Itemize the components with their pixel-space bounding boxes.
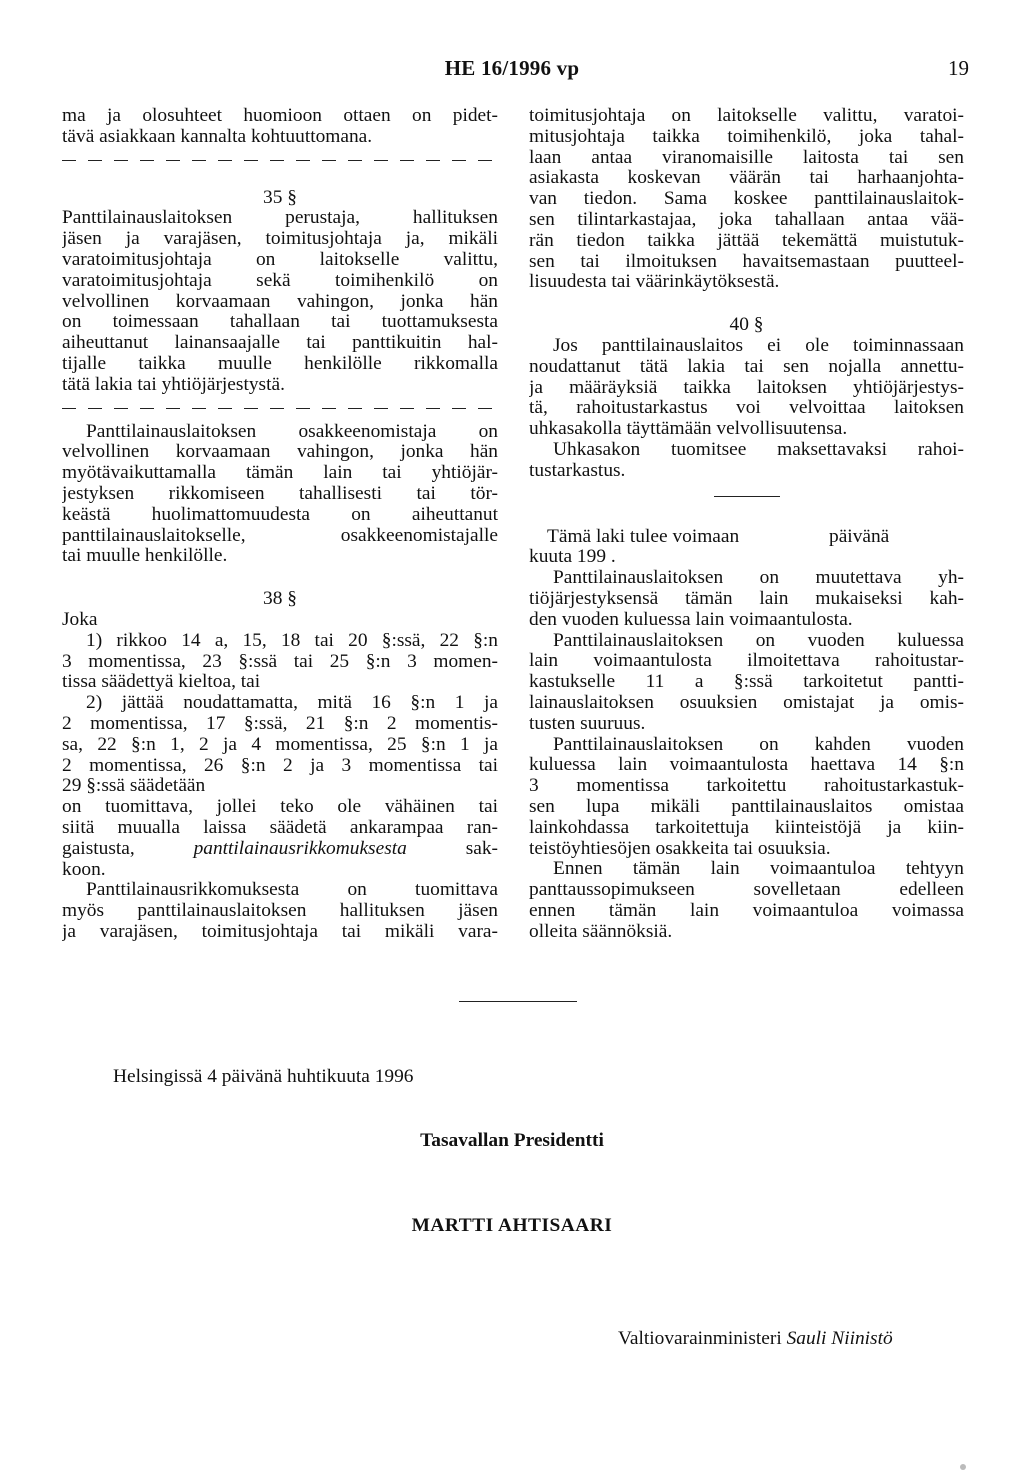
text-line: 3 momentissa, 23 §:ssä tai 25 §:n 3 momen-: [62, 651, 498, 672]
text-line: tustarkastus.: [529, 460, 626, 481]
text-line: varatoimitusjohtaja sekä toimihenkilö on: [62, 270, 498, 291]
text-line: ja määräyksiä taikka laitoksen yhtiöjärjestys-: [529, 377, 964, 398]
text-line: 2 momentissa, 26 §:n 2 ja 3 momentissa tai: [62, 755, 498, 776]
page-number: 19: [948, 56, 969, 80]
entry-into-force-line: [529, 527, 964, 548]
text-line: Panttilainauslaitoksen on muutettava yh-: [553, 568, 964, 589]
italic-term: panttilainausrikkomuksesta: [193, 838, 407, 859]
footer-divider-rule: [459, 1001, 577, 1002]
text-line: den vuoden kuluessa lain voimaantulosta.: [529, 609, 853, 630]
minister-signature: [618, 1328, 893, 1350]
text-line: lain voimaantulosta ilmoitettava rahoitustar-: [529, 651, 964, 672]
text-line: Panttilainauslaitoksen osakkeenomistaja on: [86, 421, 498, 442]
text-line: tävä asiakkaan kannalta kohtuuttomana.: [62, 126, 373, 147]
text-line: panttilainauslaitokselle, osakkeenomistajalle: [62, 525, 498, 546]
text-line: noudattanut tätä lakia tai sen nojalla annettu-: [529, 356, 964, 377]
text-fragment: Tämä laki tulee voimaan: [547, 526, 740, 547]
text-line: aiheuttanut lainansaajalle tai panttikuitin hal-: [62, 333, 498, 354]
president-name: MARTTI AHTISAARI: [411, 1215, 613, 1236]
text-line: toimitusjohtaja on laitokselle valittu, varatoi-: [529, 106, 964, 126]
place-and-date: Helsingissä 4 päivänä huhtikuuta 1996: [113, 1066, 414, 1087]
text-fragment: gaistusta,: [62, 838, 194, 859]
minister-title: Valtiovarainministeri: [618, 1328, 782, 1349]
text-line: ja varajäsen, toimitusjohtaja tai mikäli vara-: [62, 921, 498, 942]
text-line: tä, rahoitustarkastus voi velvoittaa laitoksen: [529, 398, 964, 419]
text-line: on toimessaan tahallaan tai tuottamuksesta: [62, 312, 498, 333]
document-header-title: HE 16/1996 vp: [444, 56, 580, 80]
text-line: myötävaikuttamalla tämän lain tai yhtiöjär-: [62, 463, 498, 484]
text-fragment: päivänä: [829, 526, 890, 547]
text-line: tätä lakia tai yhtiöjärjestystä.: [62, 374, 285, 395]
right-column: [529, 106, 964, 942]
text-line: 29 §:ssä säädetään: [62, 776, 206, 797]
text-line: Panttilainauslaitoksen perustaja, hallituksen: [62, 208, 498, 229]
text-line: lisuudesta tai väärinkäytöksestä.: [529, 272, 780, 293]
text-line: lainkohdassa tarkoitettuja kiinteistöjä ja kiin-: [529, 817, 964, 838]
text-line: ennen tämän lain voimaantuloa voimassa: [529, 900, 964, 921]
text-line: on tuomittava, jollei teko ole vähäinen tai: [62, 797, 498, 818]
text-line: myös panttilainauslaitoksen hallituksen jäsen: [62, 901, 498, 922]
text-line: van tiedon. Sama koskee panttilainauslaitok-: [529, 189, 964, 210]
text-line: panttaussopimukseen sovelletaan edelleen: [529, 880, 964, 901]
text-line: tiöjärjestyksensä tämän lain mukaiseksi kah-: [529, 588, 964, 609]
text-line: tusten suuruus.: [529, 713, 646, 734]
text-line: tissa säädettyä kieltoa, tai: [62, 672, 261, 693]
text-line: keästä huolimattomuudesta on aiheuttanut: [62, 504, 498, 525]
text-line: Panttilainausrikkomuksesta on tuomittava: [86, 880, 498, 901]
text-line: asiakasta koskevan väärän tai harhaanjohta-: [529, 168, 964, 189]
section-heading-40: 40 §: [729, 315, 764, 336]
text-line: laan antaa viranomaisille laitosta tai sen: [529, 147, 964, 168]
section-heading-35: 35 §: [263, 187, 297, 208]
text-line: rän tiedon taikka jättää tekemättä muistutuk-: [529, 230, 964, 251]
text-line: kastukselle 11 a §:ssä tarkoitetut pantti-: [529, 672, 964, 693]
text-line: uhkasakolla täyttämään velvollisuutensa.: [529, 419, 848, 440]
minister-name: Sauli Niinistö: [786, 1328, 893, 1349]
text-line: tijalle taikka muulle henkilölle rikkomalla: [62, 353, 498, 374]
text-line: sen lupa mikäli panttilainauslaitos omistaa: [529, 796, 964, 817]
text-line: mitusjohtaja taikka toimihenkilö, joka tahal-: [529, 126, 964, 147]
text-line: Uhkasakon tuomitsee maksettavaksi rahoi-: [553, 439, 964, 460]
text-line: koon.: [62, 859, 106, 880]
text-line: varatoimitusjohtaja on laitokselle valittu,: [62, 249, 498, 270]
text-line-with-italic-term: [62, 839, 498, 860]
text-line: sa, 22 §:n 1, 2 ja 4 momentissa, 25 §:n 1 ja: [62, 734, 498, 755]
text-line: kuluessa lain voimaantulosta haettava 14 §:n: [529, 755, 964, 776]
text-line: Panttilainauslaitoksen on vuoden kuluessa: [553, 630, 964, 651]
text-line: Ennen tämän lain voimaantuloa tehtyyn: [553, 859, 964, 880]
left-column: [62, 106, 498, 943]
section-heading-38: 38 §: [263, 589, 297, 610]
text-line: siitä muualla laissa säädetä ankarampaa ran-: [62, 817, 498, 838]
text-line: lainauslaitoksen osuuksien omistajat ja omis-: [529, 692, 964, 713]
text-line: teistöyhtiesöjen osakkeita tai osuuksia.: [529, 838, 831, 859]
omission-dashes: [62, 150, 498, 170]
text-line: Joka: [62, 609, 98, 630]
text-line: Panttilainauslaitoksen on kahden vuoden: [553, 734, 964, 755]
text-line: velvollinen korvaamaan vahingon, jonka hän: [62, 442, 498, 463]
text-line: 1) rikkoo 14 a, 15, 18 tai 20 §:ssä, 22 §:n: [86, 630, 498, 651]
text-line: velvollinen korvaamaan vahingon, jonka hän: [62, 291, 498, 312]
text-fragment: sak-: [406, 838, 498, 859]
text-line: jäsen ja varajäsen, toimitusjohtaja ja, mikäli: [62, 229, 498, 250]
text-line: 2 momentissa, 17 §:ssä, 21 §:n 2 momentis-: [62, 713, 498, 734]
text-line: sen tilintarkastajaa, joka tahallaan antaa vää-: [529, 209, 964, 230]
president-title: Tasavallan Presidentti: [420, 1130, 604, 1151]
text-line: ma ja olosuhteet huomioon ottaen on pidet-: [62, 106, 498, 126]
text-line: jestyksen rikkomiseen tahallisesti tai tör-: [62, 483, 498, 504]
text-line: olleita säännöksiä.: [529, 921, 673, 942]
text-line: kuuta 199 .: [529, 547, 616, 568]
scan-speck: [960, 1464, 966, 1470]
text-line: tai muulle henkilölle.: [62, 546, 228, 567]
text-line: sen tai ilmoituksen havaitsemastaan puutteel-: [529, 251, 964, 272]
text-line: 3 momentissa tarkoitettu rahoitustarkastuk-: [529, 776, 964, 797]
omission-dashes: [62, 398, 498, 418]
text-line: 2) jättää noudattamatta, mitä 16 §:n 1 ja: [86, 693, 498, 714]
text-line: Jos panttilainauslaitos ei ole toiminnassaan: [553, 335, 964, 356]
